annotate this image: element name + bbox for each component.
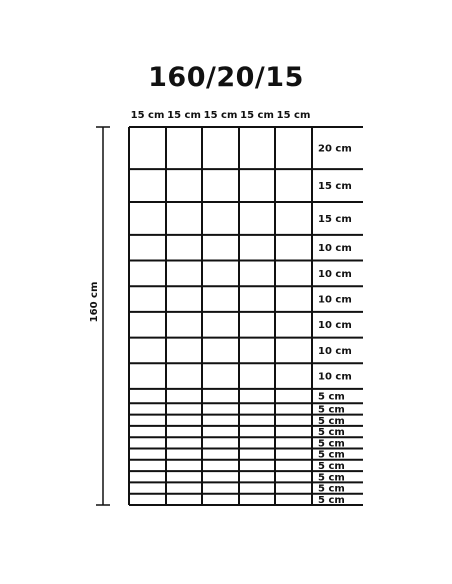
row-label: 5 cm (318, 427, 345, 439)
column-label: 15 cm (240, 110, 274, 121)
row-label: 15 cm (318, 213, 352, 225)
row-label: 5 cm (318, 391, 345, 403)
row-label: 5 cm (318, 404, 345, 416)
row-label: 10 cm (318, 243, 352, 255)
row-label: 10 cm (318, 320, 352, 332)
row-label: 10 cm (318, 371, 352, 383)
row-label: 15 cm (318, 181, 352, 193)
column-label: 15 cm (203, 110, 238, 121)
row-label: 5 cm (318, 415, 345, 427)
row-label: 20 cm (318, 143, 352, 155)
row-label: 10 cm (318, 345, 352, 357)
row-label: 5 cm (318, 460, 345, 472)
row-label: 5 cm (318, 472, 345, 484)
row-labels (318, 144, 352, 506)
row-label: 5 cm (318, 449, 345, 461)
row-label: 5 cm (318, 494, 345, 506)
column-labels (131, 110, 311, 121)
column-label: 15 cm (276, 110, 311, 121)
row-label: 10 cm (318, 294, 352, 306)
column-label: 15 cm (167, 110, 201, 121)
row-label: 5 cm (318, 483, 345, 495)
height-dimension (89, 127, 110, 505)
row-label: 10 cm (318, 268, 352, 280)
fence-title: 160/20/15 (148, 62, 304, 93)
row-label: 5 cm (318, 438, 345, 450)
column-label: 15 cm (130, 110, 165, 121)
height-label: 160 cm (89, 281, 100, 323)
